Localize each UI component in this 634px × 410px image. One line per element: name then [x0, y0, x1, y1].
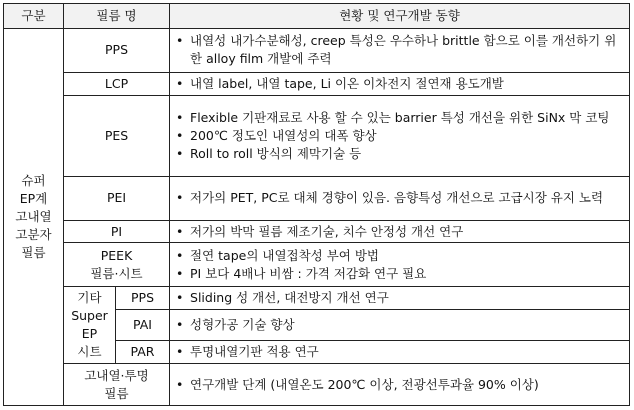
list-item	[176, 189, 625, 207]
bullet-icon: •	[176, 223, 184, 239]
group-label-line: 슈퍼	[21, 172, 46, 188]
description-cell	[170, 28, 630, 72]
other-group-cell	[64, 287, 116, 364]
bullet-icon: •	[176, 33, 184, 49]
list-item	[176, 316, 625, 334]
item-text: 저가의 PET, PC로 대체 경향이 있음. 음향특성 개선으로 고급시장 유지 노력	[190, 190, 604, 206]
list-item	[176, 145, 625, 163]
film-name-text: PEEK 필름·시트	[90, 247, 143, 281]
list-item	[176, 343, 625, 361]
description-cell	[170, 176, 630, 220]
sub-name-cell: PPS	[116, 287, 170, 310]
film-name-line: 필름	[104, 385, 129, 401]
description-cell	[170, 364, 630, 406]
research-trend-table	[3, 3, 630, 406]
group-label-line: EP계	[19, 190, 48, 206]
table-row	[4, 364, 630, 406]
bullet-icon: •	[176, 127, 184, 143]
item-text: 성형가공 기술 향상	[190, 317, 295, 333]
item-text: Roll to roll 방식의 제막기술 등	[190, 145, 362, 161]
bullet-icon: •	[176, 376, 184, 392]
other-label-line: EP	[81, 326, 98, 342]
description-cell	[170, 341, 630, 364]
group-label-line: 고분자	[15, 226, 52, 242]
other-label-line: 시트	[77, 344, 102, 360]
item-text: 200℃ 정도인 내열성의 대폭 향상	[190, 127, 377, 143]
film-name-cell: PES	[64, 95, 170, 176]
list-item	[176, 32, 625, 68]
description-cell	[170, 243, 630, 287]
header-category: 구분	[4, 4, 64, 29]
bullet-icon: •	[176, 344, 184, 360]
bullet-icon: •	[176, 145, 184, 161]
table-row	[4, 243, 630, 287]
table-row	[4, 176, 630, 220]
film-name-line: 고내열·투명	[84, 367, 149, 383]
table-row	[4, 95, 630, 176]
list-item	[176, 265, 625, 283]
bullet-icon: •	[176, 75, 184, 91]
description-cell	[170, 220, 630, 243]
description-cell	[170, 287, 630, 310]
sub-name-cell: PAR	[116, 341, 170, 364]
table-row	[4, 72, 630, 95]
item-text: 연구개발 단계 (내열온도 200℃ 이상, 전광선투과율 90% 이상)	[190, 376, 539, 392]
film-name-cell	[64, 364, 170, 406]
item-text: 내열성 내가수분해성, creep 특성은 우수하나 brittle 함으로 이를 개선하기 위한 alloy film 개발에 주력	[190, 33, 617, 67]
bullet-icon: •	[176, 190, 184, 206]
list-item	[176, 289, 625, 307]
list-item	[176, 223, 625, 241]
table-row	[4, 28, 630, 72]
group-label-line: 고내열	[15, 208, 52, 224]
list-item	[176, 109, 625, 127]
film-name-cell: PI	[64, 220, 170, 243]
bullet-icon: •	[176, 265, 184, 281]
bullet-icon: •	[176, 290, 184, 306]
item-text: 저가의 박막 필름 제조기술, 치수 안정성 개선 연구	[190, 223, 464, 239]
film-name-cell: PPS	[64, 28, 170, 72]
other-label-line: 기타	[77, 290, 102, 306]
other-label-line: Super	[71, 308, 108, 324]
item-text: Flexible 기판재료로 사용 할 수 있는 barrier 특성 개선을 위한 SiNx 막 코팅	[190, 109, 610, 125]
list-item	[176, 75, 625, 93]
description-cell	[170, 310, 630, 341]
film-name-cell: PEI	[64, 176, 170, 220]
group-label-cell	[4, 28, 64, 405]
header-film-name: 필름 명	[64, 4, 170, 29]
film-name-cell	[64, 243, 170, 287]
bullet-icon: •	[176, 247, 184, 263]
item-text: 절연 tape의 내열접착성 부여 방법	[190, 247, 379, 263]
header-row	[4, 4, 630, 29]
item-text: 투명내열기판 적용 연구	[190, 344, 319, 360]
sub-name-cell: PAI	[116, 310, 170, 341]
description-cell	[170, 72, 630, 95]
item-text: Sliding 성 개선, 대전방지 개선 연구	[190, 290, 389, 306]
list-item	[176, 127, 625, 145]
table-row	[4, 287, 630, 310]
film-name-cell: LCP	[64, 72, 170, 95]
bullet-icon: •	[176, 317, 184, 333]
list-item	[176, 247, 625, 265]
header-status: 현황 및 연구개발 동향	[170, 4, 630, 29]
bullet-icon: •	[176, 109, 184, 125]
group-label-line: 필름	[21, 244, 46, 260]
item-text: PI 보다 4배나 비쌈 : 가격 저감화 연구 필요	[190, 265, 427, 281]
description-cell	[170, 95, 630, 176]
table-row	[4, 220, 630, 243]
list-item	[176, 376, 625, 394]
item-text: 내열 label, 내열 tape, Li 이온 이차전지 절연재 용도개발	[190, 75, 504, 91]
